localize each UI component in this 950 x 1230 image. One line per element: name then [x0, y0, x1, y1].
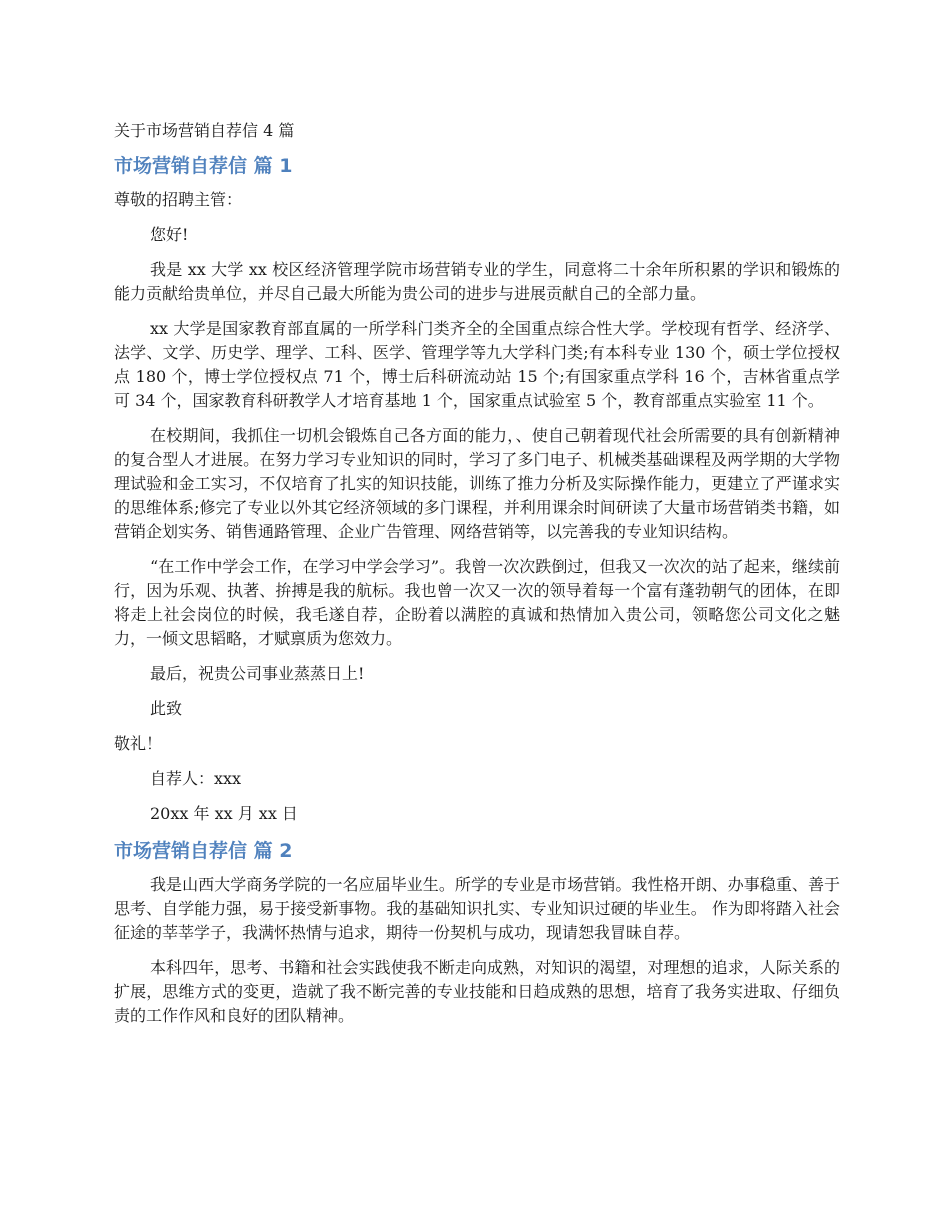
closing-jing-li: 敬礼！ [114, 734, 163, 753]
document-title: 关于市场营销自荐信 4 篇 [114, 121, 295, 140]
section-heading-2: 市场营销自荐信 篇 2 [114, 840, 293, 862]
closing-ci-zhi: 此致 [150, 699, 183, 718]
section-heading-1: 市场营销自荐信 篇 1 [114, 155, 293, 177]
date: 20xx 年 xx 月 xx 日 [150, 804, 298, 823]
body-paragraph: xx 大学是国家教育部直属的一所学科门类齐全的全国重点综合性大学。学校现有哲学、经济学、法学、文学、历史学、理学、工科、医学、管理学等九大学科门类;有本科专业 130 个，硕士学位授权点 180 个，博士学位授权点 71 个，博士后科研流动站 15 个;有国家重点学科 16 个，吉林省重点学可 34 个，国家教育科研教学人才培育基地 1 个，国家重点试验室 5 个，教育部重点实验室 11 个。 [114, 319, 840, 410]
body-paragraph: 我是 xx 大学 xx 校区经济管理学院市场营销专业的学生，同意将二十余年所积累的学识和锻炼的能力贡献给贵单位，并尽自己最大所能为贵公司的进步与进展贡献自己的全部力量。 [114, 260, 840, 303]
body-paragraph: 本科四年，思考、书籍和社会实践使我不断走向成熟，对知识的渴望，对理想的追求，人际关系的扩展，思维方式的变更，造就了我不断完善的专业技能和日趋成熟的思想，培育了我务实进取、仔细负责的工作作风和良好的团队精神。 [114, 958, 840, 1025]
greeting: 您好! [150, 225, 189, 244]
signature: 自荐人：xxx [150, 769, 242, 788]
body-paragraph: 在校期间，我抓住一切机会锻炼自己各方面的能力，、使自己朝着现代社会所需要的具有创新精神的复合型人才进展。在努力学习专业知识的同时，学习了多门电子、机械类基础课程及两学期的大学物理试验和金工实习，不仅培育了扎实的知识技能，训练了推力分析及实际操作能力，更建立了严谨求实的思维体系;修完了专业以外其它经济领域的多门课程，并利用课余时间研读了大量市场营销类书籍，如营销企划实务、销售通路管理、企业广告管理、网络营销等，以完善我的专业知识结构。 [114, 426, 840, 541]
closing-wish: 最后，祝贵公司事业蒸蒸日上! [150, 664, 365, 683]
document-page [114, 118, 840, 1039]
body-paragraph: 我是山西大学商务学院的一名应届毕业生。所学的专业是市场营销。我性格开朗、办事稳重、善于思考、自学能力强，易于接受新事物。我的基础知识扎实、专业知识过硬的毕业生。 作为即将踏入社会征途的莘莘学子，我满怀热情与追求，期待一份契机与成功，现请恕我冒昧自荐。 [114, 875, 840, 942]
body-paragraph: “在工作中学会工作，在学习中学会学习”。我曾一次次跌倒过，但我又一次次的站了起来，继续前行，因为乐观、执著、拚搏是我的航标。我也曾一次又一次的领导着每一个富有蓬勃朝气的团体，在即将走上社会岗位的时候，我毛遂自荐，企盼着以满腔的真诚和热情加入贵公司，领略您公司文化之魅力，一倾文思韬略，才赋禀质为您效力。 [114, 557, 840, 648]
salutation: 尊敬的招聘主管： [114, 190, 243, 209]
